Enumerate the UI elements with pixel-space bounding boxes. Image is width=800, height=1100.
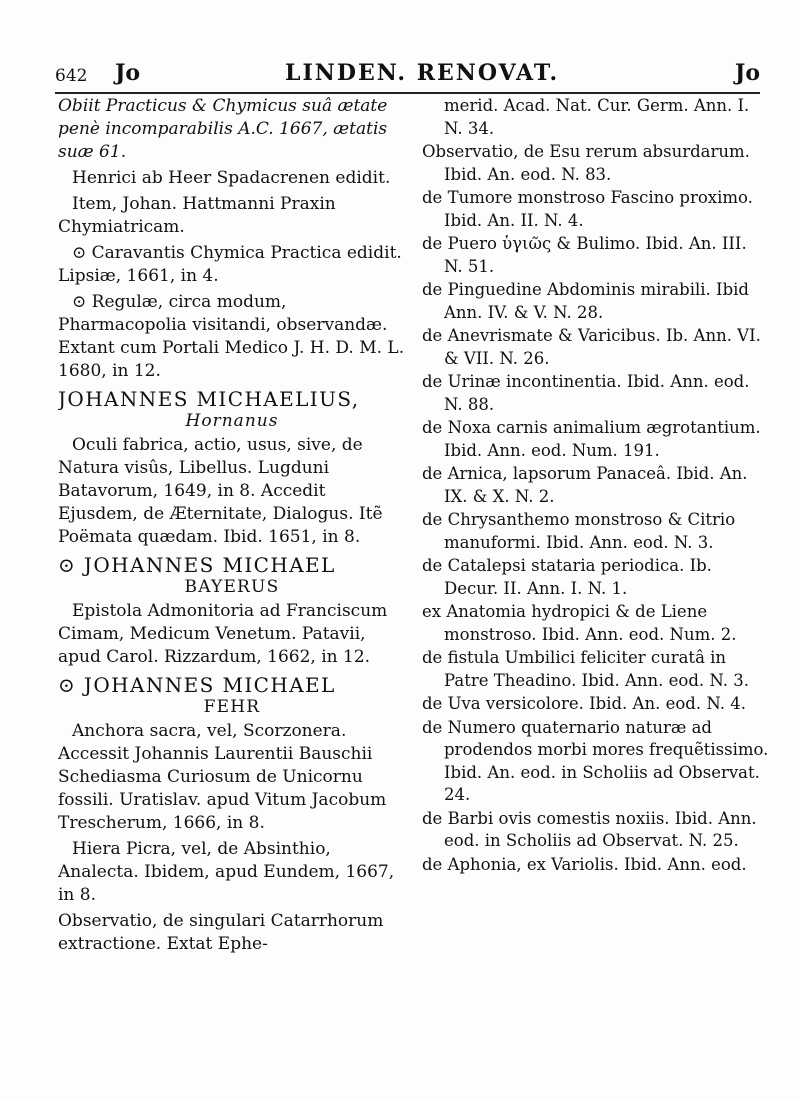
observation-entry: Observatio, de Esu rerum absurdarum. Ibid. An. eod. N. 83. xyxy=(422,142,750,184)
running-head-title: LINDEN. RENOVAT. xyxy=(285,60,560,86)
bibliography-entry: Henrici ab Heer Spadacrenen edidit. xyxy=(72,168,391,188)
running-head-right-word: Jo xyxy=(734,60,760,86)
bibliography-entry: ⊙ Regulæ, circa modum, Pharmacopolia visitandi, observandæ. Extant cum Portali Medico J. H. D. M. L. 1680, in 12. xyxy=(58,292,405,381)
bibliography-entry: Observatio, de singulari Catarrhorum extractione. Extat Ephe- xyxy=(58,911,384,954)
right-column xyxy=(422,95,770,1070)
observation-entry: de Arnica, lapsorum Panaceâ. Ibid. An. IX. & X. N. 2. xyxy=(422,464,748,506)
author-origin: Hornanus xyxy=(185,411,279,431)
observation-entry: ex Anatomia hydropici & de Liene monstroso. Ibid. Ann. eod. Num. 2. xyxy=(422,602,737,644)
bibliography-entry: Epistola Admonitoria ad Franciscum Cimam, Medicum Venetum. Patavii, apud Carol. Rizzardum, 1662, in 12. xyxy=(58,601,388,667)
observation-entry: de Puero ὑγιῶς & Bulimo. Ibid. An. III. N. 51. xyxy=(422,234,747,276)
author-surname: FEHR xyxy=(203,697,261,717)
author-heading: JOHANNES MICHAELIUS, xyxy=(58,387,360,411)
observation-entry: de fistula Umbilici feliciter curatâ in Patre Theadino. Ibid. Ann. eod. N. 3. xyxy=(422,648,749,690)
bibliography-entry: Item, Johan. Hattmanni Praxin Chymiatricam. xyxy=(58,194,336,237)
author-heading: ⊙ JOHANNES MICHAEL xyxy=(58,673,336,697)
observation-entry: de Uva versicolore. Ibid. An. eod. N. 4. xyxy=(422,694,746,713)
author-surname: BAYERUS xyxy=(184,577,280,597)
bibliography-entry: ⊙ Caravantis Chymica Practica edidit. Lipsiæ, 1661, in 4. xyxy=(58,243,402,286)
left-column xyxy=(58,95,406,1070)
page-number: 642 xyxy=(55,66,88,86)
observation-entry: de Anevrismate & Varicibus. Ib. Ann. VI. & VII. N. 26. xyxy=(422,326,761,368)
observation-entry: de Urinæ incontinentia. Ibid. Ann. eod. N. 88. xyxy=(422,372,750,414)
author-heading: ⊙ JOHANNES MICHAEL xyxy=(58,553,336,577)
observation-entry: de Pinguedine Abdominis mirabili. Ibid Ann. IV. & V. N. 28. xyxy=(422,280,749,322)
observation-entry: de Catalepsi stataria periodica. Ib. Decur. II. Ann. I. N. 1. xyxy=(422,556,712,598)
running-head-left-word: Jo xyxy=(115,60,141,86)
bibliography-entry: Anchora sacra, vel, Scorzonera. Accessit Johannis Laurentii Bauschii Schediasma Curiosum de Unicornu fossili. Uratislav. apud Vitum Jacobum Trescherum, 1666, in 8. xyxy=(58,721,387,833)
observation-entry: de Tumore monstroso Fascino proximo. Ibid. An. II. N. 4. xyxy=(422,188,753,230)
running-head xyxy=(55,58,760,94)
bibliography-entry: Hiera Picra, vel, de Absinthio, Analecta. Ibidem, apud Eundem, 1667, in 8. xyxy=(58,839,395,905)
observation-entry: merid. Acad. Nat. Cur. Germ. Ann. I. N. 34. xyxy=(444,96,750,138)
bibliography-entry: Oculi fabrica, actio, usus, sive, de Natura visûs, Libellus. Lugduni Batavorum, 1649, in 8. Accedit Ejusdem, de Æternitate, Dialogus. Itẽ Poëmata quædam. Ibid. 1651, in 8. xyxy=(58,435,383,547)
observation-entry: de Barbi ovis comestis noxiis. Ibid. Ann. eod. in Scholiis ad Observat. N. 25. xyxy=(422,808,757,850)
bibliography-entry: Obiit Practicus & Chymicus suâ ætate penè incomparabilis A.C. 1667, ætatis suæ 61. xyxy=(58,96,388,162)
observation-entry: de Chrysanthemo monstroso & Citrio manuformi. Ibid. Ann. eod. N. 3. xyxy=(422,510,736,552)
observation-entry: de Aphonia, ex Variolis. Ibid. Ann. eod. xyxy=(422,854,747,874)
observation-entry: de Noxa carnis animalium ægrotantium. Ibid. Ann. eod. Num. 191. xyxy=(422,418,761,460)
observation-entry: de Numero quaternario naturæ ad prodendos morbi mores frequẽtissimo. Ibid. An. eod. in Scholiis ad Observat. 24. xyxy=(422,717,769,804)
